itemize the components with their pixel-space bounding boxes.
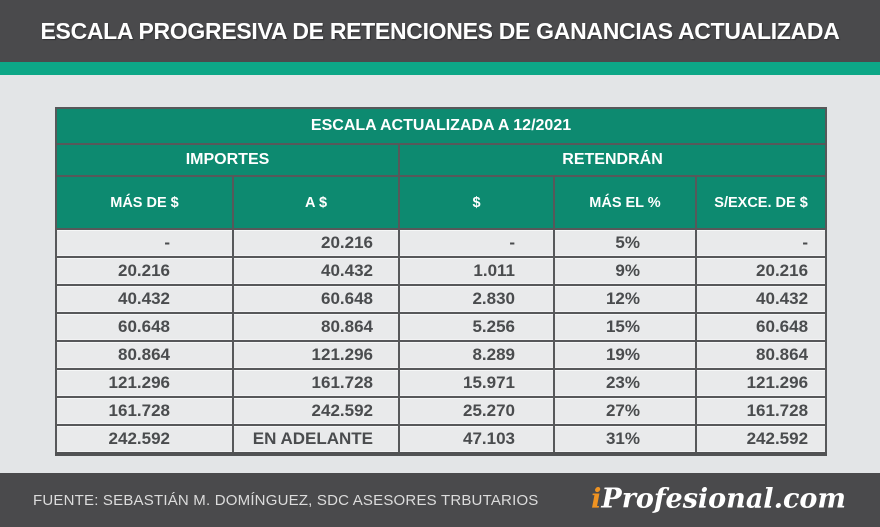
table-cell: 47.103	[399, 425, 554, 454]
table-cell: 121.296	[696, 369, 826, 397]
group-header-retendran: RETENDRÁN	[399, 144, 826, 176]
column-header-mas-el-pct: MÁS EL %	[554, 176, 696, 229]
table-cell: 19%	[554, 341, 696, 369]
table-row	[56, 397, 826, 425]
table-cell: 80.864	[696, 341, 826, 369]
column-header-s-exce: S/EXCE. DE $	[696, 176, 826, 229]
table-cell: 40.432	[233, 257, 399, 285]
table-cell: 9%	[554, 257, 696, 285]
group-header-importes: IMPORTES	[56, 144, 399, 176]
table-cell: 242.592	[696, 425, 826, 454]
table-cell: 20.216	[696, 257, 826, 285]
table-cell: 5%	[554, 229, 696, 257]
table-cell: -	[696, 229, 826, 257]
table-cell: 121.296	[233, 341, 399, 369]
table-row	[56, 285, 826, 313]
source-attribution: FUENTE: SEBASTIÁN M. DOMÍNGUEZ, SDC ASESORES TRBUTARIOS	[33, 491, 539, 509]
table-cell: 161.728	[696, 397, 826, 425]
table-cell: -	[399, 229, 554, 257]
table-cell: 20.216	[56, 257, 233, 285]
table-cell: 2.830	[399, 285, 554, 313]
iprofesional-logo	[591, 483, 846, 514]
table-cell: 12%	[554, 285, 696, 313]
column-group-row	[56, 144, 826, 176]
content-area	[0, 75, 880, 473]
table-cell: 25.270	[399, 397, 554, 425]
table-cell: 5.256	[399, 313, 554, 341]
table-cell: 15%	[554, 313, 696, 341]
table-cell: 80.864	[56, 341, 233, 369]
table-row	[56, 425, 826, 454]
table-row	[56, 369, 826, 397]
table-cell: 80.864	[233, 313, 399, 341]
table-cell: 60.648	[696, 313, 826, 341]
table-cell: 121.296	[56, 369, 233, 397]
logo-rest: Profesional.com	[601, 483, 846, 515]
table-cell: 161.728	[233, 369, 399, 397]
column-header-monto: $	[399, 176, 554, 229]
table-cell: 242.592	[56, 425, 233, 454]
table-cell: 161.728	[56, 397, 233, 425]
table-cell: 8.289	[399, 341, 554, 369]
footer-bar	[0, 473, 880, 527]
page-title: ESCALA PROGRESIVA DE RETENCIONES DE GANANCIAS ACTUALIZADA	[40, 17, 840, 44]
table-cell: 40.432	[696, 285, 826, 313]
tax-scale-table	[55, 107, 827, 456]
table-cell: -	[56, 229, 233, 257]
table-cell: 27%	[554, 397, 696, 425]
table-caption-row	[56, 108, 826, 144]
table-cell: EN ADELANTE	[233, 425, 399, 454]
table-cell: 23%	[554, 369, 696, 397]
table-cell: 1.011	[399, 257, 554, 285]
table-cell: 31%	[554, 425, 696, 454]
table-row	[56, 257, 826, 285]
table-caption: ESCALA ACTUALIZADA A 12/2021	[56, 108, 826, 144]
table-row	[56, 341, 826, 369]
accent-stripe	[0, 62, 880, 75]
table-cell: 20.216	[233, 229, 399, 257]
column-header-a: A $	[233, 176, 399, 229]
table-cell: 242.592	[233, 397, 399, 425]
table-cell: 60.648	[56, 313, 233, 341]
table-cell: 15.971	[399, 369, 554, 397]
title-bar	[0, 0, 880, 62]
table-row	[56, 313, 826, 341]
logo-prefix: i	[591, 483, 602, 515]
table-row	[56, 229, 826, 257]
table-cell: 40.432	[56, 285, 233, 313]
column-header-row	[56, 176, 826, 229]
column-header-mas-de: MÁS DE $	[56, 176, 233, 229]
table-cell: 60.648	[233, 285, 399, 313]
